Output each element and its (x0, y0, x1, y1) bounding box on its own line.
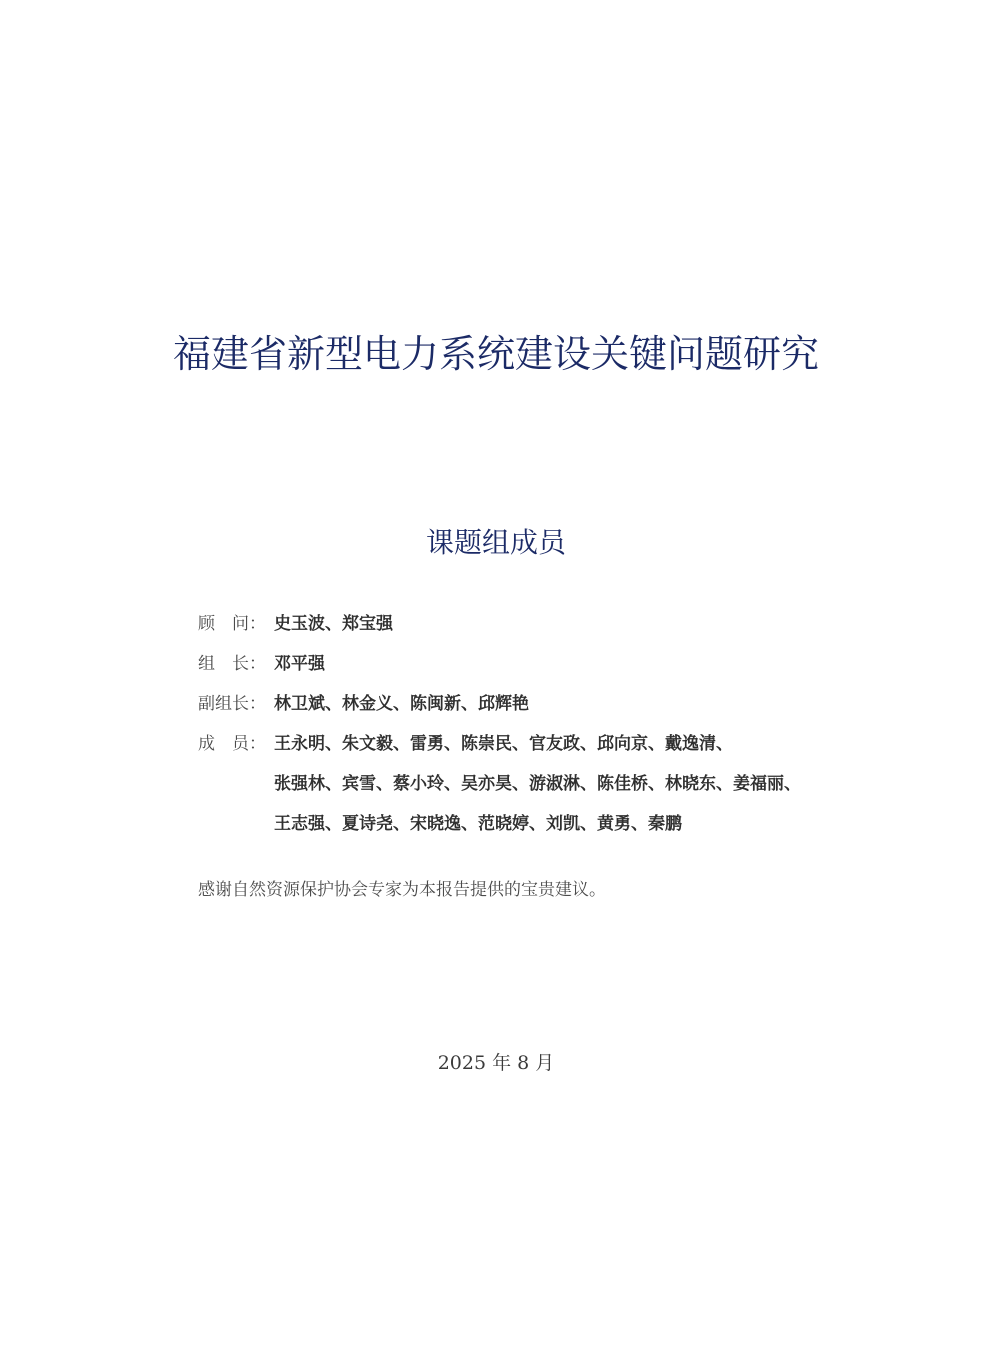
role-label-deputy-leader: 副组长： (198, 694, 266, 714)
leader-row (198, 644, 838, 684)
section-title: 课题组成员 (425, 526, 566, 559)
role-label-members: 成 员： (198, 734, 266, 754)
role-label-advisor: 顾 问： (198, 614, 266, 634)
members-row (198, 724, 838, 844)
role-names-members (274, 724, 838, 844)
role-names-advisor (274, 604, 838, 644)
document-title: 福建省新型电力系统建设关键问题研究 (172, 332, 819, 376)
role-label-leader: 组 长： (198, 654, 266, 674)
names-line: 王志强、夏诗尧、宋晓逸、范晓婷、刘凯、黄勇、秦鹏 (274, 814, 682, 834)
names-line: 邓平强 (274, 654, 325, 674)
role-names-deputy-leader (274, 684, 838, 724)
names-line: 林卫斌、林金义、陈闽新、邱辉艳 (274, 694, 529, 714)
names-line: 史玉波、郑宝强 (274, 614, 393, 634)
member-list (198, 604, 838, 844)
deputy-leader-row (198, 684, 838, 724)
names-line: 张强林、宾雪、蔡小玲、吴亦昊、游淑淋、陈佳桥、林晓东、姜福丽、 (274, 774, 801, 794)
names-line: 王永明、朱文毅、雷勇、陈崇民、官友政、邱向京、戴逸清、 (274, 734, 733, 754)
role-names-leader (274, 644, 838, 684)
acknowledgement-text: 感谢自然资源保护协会专家为本报告提供的宝贵建议。 (198, 880, 606, 900)
advisor-row (198, 604, 838, 644)
publication-date: 2025 年 8 月 (437, 1052, 555, 1074)
